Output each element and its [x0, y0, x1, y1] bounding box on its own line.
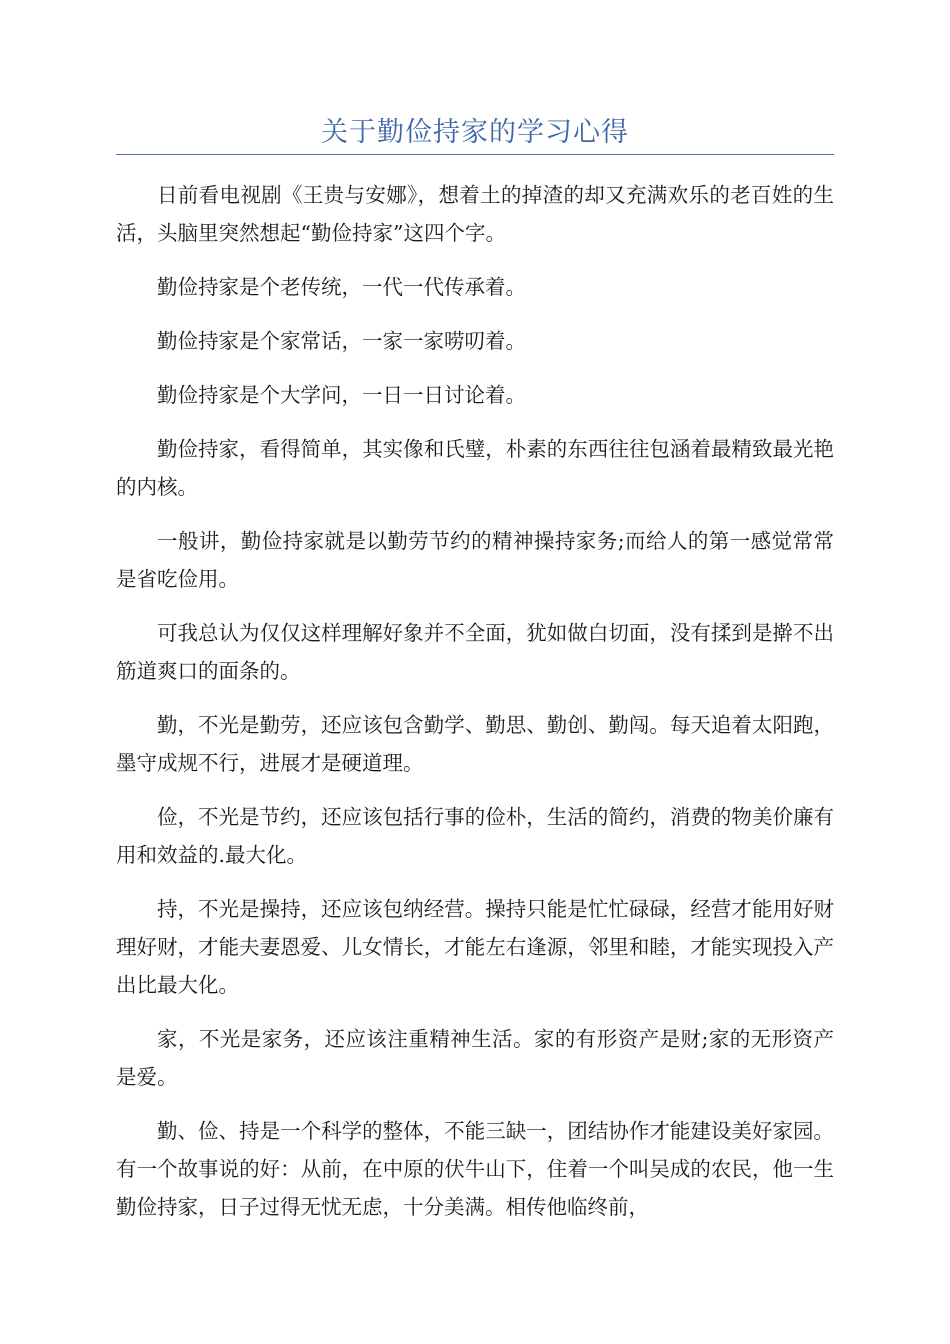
paragraph-4: 勤俭持家是个大学问，一日一日讨论着。	[157, 383, 526, 407]
paragraph-12: 勤、俭、持是一个科学的整体，不能三缺一，团结协作才能建设美好家园。有一个故事说的好：从前，在中原的伏牛山下，住着一个叫吴成的农民，他一生勤俭持家，日子过得无忧无虑，十分美满。相传他临终前，	[116, 1119, 834, 1219]
title-underline	[116, 154, 834, 155]
paragraph-11: 家，不光是家务，还应该注重精神生活。家的有形资产是财;家的无形资产是爱。	[116, 1027, 834, 1089]
paragraph-1: 日前看电视剧《王贵与安娜》，想着土的掉渣的却又充满欢乐的老百姓的生活，头脑里突然想起“勤俭持家”这四个字。	[116, 183, 834, 245]
paragraph-2: 勤俭持家是个老传统，一代一代传承着。	[157, 275, 526, 299]
paragraph-5: 勤俭持家，看得简单，其实像和氏璧，朴素的东西往往包涵着最精致最光艳的内核。	[116, 437, 834, 499]
document-body	[116, 176, 834, 1242]
paragraph-9: 俭，不光是节约，还应该包括行事的俭朴，生活的简约，消费的物美价廉有用和效益的.最大化。	[116, 805, 834, 867]
paragraph-3: 勤俭持家是个家常话，一家一家唠叨着。	[157, 329, 526, 353]
document-title: 关于勤俭持家的学习心得	[321, 117, 629, 148]
paragraph-10: 持，不光是操持，还应该包纳经营。操持只能是忙忙碌碌，经营才能用好财理好财，才能夫妻恩爱、儿女情长，才能左右逢源，邻里和睦，才能实现投入产出比最大化。	[116, 897, 834, 997]
paragraph-7: 可我总认为仅仅这样理解好象并不全面，犹如做白切面，没有揉到是擀不出筋道爽口的面条的。	[116, 621, 834, 683]
paragraph-8: 勤，不光是勤劳，还应该包含勤学、勤思、勤创、勤闯。每天追着太阳跑，墨守成规不行，进展才是硬道理。	[116, 713, 834, 775]
paragraph-6: 一般讲，勤俭持家就是以勤劳节约的精神操持家务;而给人的第一感觉常常是省吃俭用。	[116, 529, 834, 591]
